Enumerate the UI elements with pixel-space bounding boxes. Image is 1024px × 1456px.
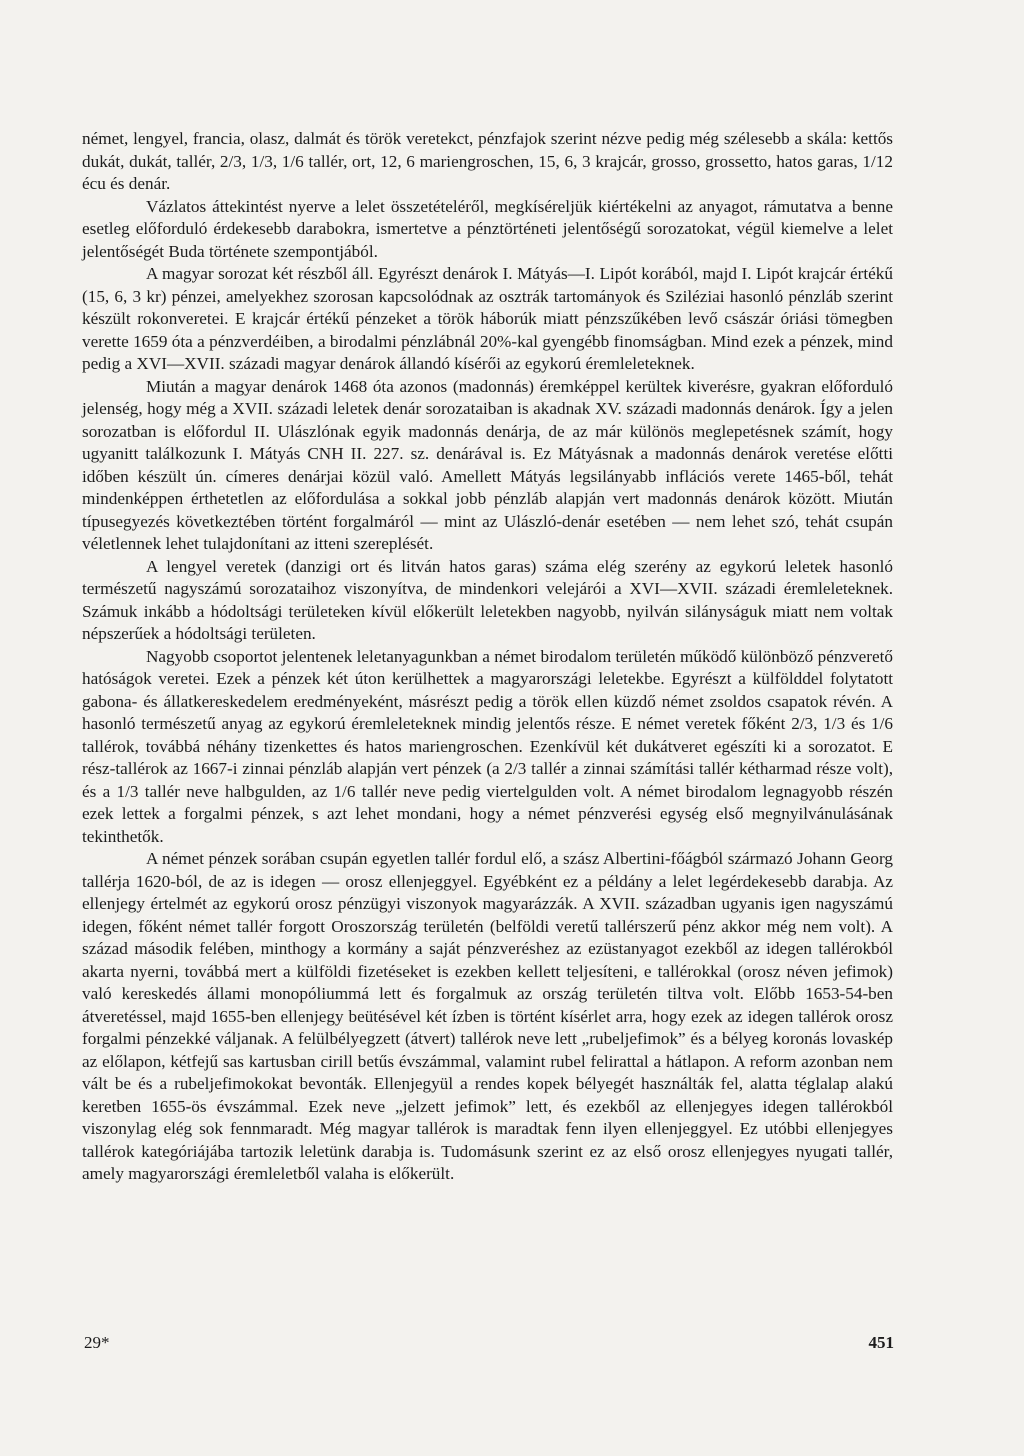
paragraph-1: német, lengyel, francia, olasz, dalmát és török veretekct, pénzfajok szerint nézve pedig még szélesebb a skála: kettős dukát, dukát, tallér, 2/3, 1/3, 1/6 tallér, ort, 12, 6 mariengroschen, 15, 6, 3 krajcár, grosso, grossetto, hatos garas, 1/12 écu és denár. bbox=[82, 129, 893, 193]
paragraph-4: Miután a magyar denárok 1468 óta azonos (madonnás) éremképpel kerültek kiverésre, gyakran előforduló jelenség, hogy még a XVII. századi leletek denár sorozataiban is akadnak XV. századi madonnás denárok. Így a jelen sorozatban is előfordul II. Ulászlónak egyik madonnás denárja, de az már különös meglepetésnek számít, hogy ugyanitt találkozunk I. Mátyás CNH II. 227. sz. denárával is. Ez Mátyásnak a madonnás denárok veretése előtti időben készült ún. címeres denárjai közül való. Amellett Mátyás legsilányabb inflációs verete 1465-ből, tehát mindenképpen érthetetlen az előfordulása a sokkal jobb pénzláb alapján vert madonnás denárok között. Miután típusegyezés következtében történt forgalmáról — mint az Ulászló-denár esetében — nem lehet szó, tehát csupán véletlennek lehet tulajdonítani az itteni szereplését. bbox=[82, 376, 893, 553]
paragraph-3: A magyar sorozat két részből áll. Egyrészt denárok I. Mátyás—I. Lipót korából, majd I. Lipót krajcár értékű (15, 6, 3 kr) pénzei, amelyekhez szorosan kapcsolódnak az osztrák tartományok és Sziléziai hasonló pénzláb szerint készült rokonveretei. E krajcár értékű pénzeket a török háborúk miatt pénzszűkében levő császár óriási tömegben verette 1659 óta a pénzverdéiben, a birodalmi pénzlábnál 20%-kal gyengébb finomságban. Mind ezek a pénzek, mind pedig a XVI—XVII. századi magyar denárok állandó kísérői az egykorú éremleleteknek. bbox=[82, 264, 893, 373]
article-text bbox=[82, 128, 893, 1186]
paragraph-2: Vázlatos áttekintést nyerve a lelet összetételéről, megkíséreljük kiértékelni az anyagot, rámutatva a benne esetleg előforduló érdekesebb darabokra, ismertetve a pénztörténeti jelentőségű sorozatokat, végül kiemelve a lelet jelentőségét Buda története szempontjából. bbox=[82, 196, 893, 261]
page-footer bbox=[84, 1333, 894, 1361]
paragraph-6: Nagyobb csoportot jelentenek leletanyagunkban a német birodalom területén működő különböző pénzverető hatóságok veretei. Ezek a pénzek két úton kerülhettek a magyarországi leletekbe. Egyrészt a külfölddel folytatott gabona- és állatkereskedelem eredményeként, másrészt pedig a török ellen küzdő német zsoldos csapatok révén. A hasonló természetű anyag az egykorú éremleleteknek mindig jelentős része. E német veretek főként 2/3, 1/3 és 1/6 tallérok, továbbá néhány tizenkettes és hatos mariengroschen. Ezenkívül két dukátveret egészíti ki a sorozatot. E rész-tallérok az 1667-i zinnai pénzláb alapján vert pénzek (a 2/3 tallér a zinnai számítási tallér kétharmad része volt), és a 1/3 tallér neve halbgulden, az 1/6 tallér neve pedig viertelgulden volt. A német birodalom legnagyobb részén ezek lettek a forgalmi pénzek, s azt lehet mondani, hogy a német pénzverési egység első megnyilvánulásának tekinthetők. bbox=[82, 646, 893, 846]
page-body bbox=[82, 128, 893, 1390]
paragraph-5: A lengyel veretek (danzigi ort és litván hatos garas) száma elég szerény az egykorú leletek hasonló természetű nagyszámú sorozataihoz viszonyítva, de mindenkori velejárói a XVI—XVII. századi éremleleteknek. Számuk inkább a hódoltsági területeken kívül előkerült leletekben nagyobb, nyilván silányságuk miatt nem voltak népszerűek a hódoltsági területen. bbox=[82, 556, 893, 643]
signature-mark: 29* bbox=[84, 1333, 110, 1352]
page-number: 451 bbox=[868, 1333, 894, 1352]
paragraph-7: A német pénzek sorában csupán egyetlen tallér fordul elő, a szász Albertini-főágból származó Johann Georg tallérja 1620-ból, de az is idegen — orosz ellenjeggyel. Egyébként ez a példány a lelet legérdekesebb darabja. Az ellenjegy értelmét az egykorú orosz pénzügyi viszonyok magyarázzák. A XVII. században ugyanis igen nagyszámú idegen, főként német tallér forgott Oroszország területén (belföldi veretű tallérszerű pénz akkor még nem volt). A század második felében, minthogy a kormány a saját pénzveréshez az ezüstanyagot ezekből az idegen tallérokból akarta nyerni, továbbá mert a külföldi fizetéseket is ezekben kellett teljesíteni, e tallérokkal (orosz néven jefimok) való kereskedés állami monopóliummá lett és forgalmuk az ország területén tiltva volt. Előbb 1653-54-ben átveretéssel, majd 1655-ben ellenjegy beütésével két ízben is történt kísérlet arra, hogy ezek az idegen tallérok orosz forgalmi pénzekké váljanak. A felülbélyegzett (átvert) tallérok neve lett „rubeljefimok” és a bélyeg koronás lovaskép az előlapon, kétfejű sas kartusban cirill betűs évszámmal, valamint rubel felirattal a hátlapon. A reform azonban nem vált be és a rubeljefimokokat bevonták. Ellenjegyül a rendes kopek bélyegét használták fel, alatta téglalap alakú keretben 1655-ös évszámmal. Ezek neve „jelzett jefimok” lett, és ezekből az ellenjegyes idegen tallérokból viszonylag elég sok fennmaradt. Még magyar tallérok is maradtak fenn ilyen ellenjeggyel. Ez utóbbi ellenjegyes tallérok kategóriájába tartozik leletünk darabja is. Tudomásunk szerint ez az első orosz ellenjegyes nyugati tallér, amely magyarországi éremleletből valaha is előkerült. bbox=[82, 849, 893, 1183]
